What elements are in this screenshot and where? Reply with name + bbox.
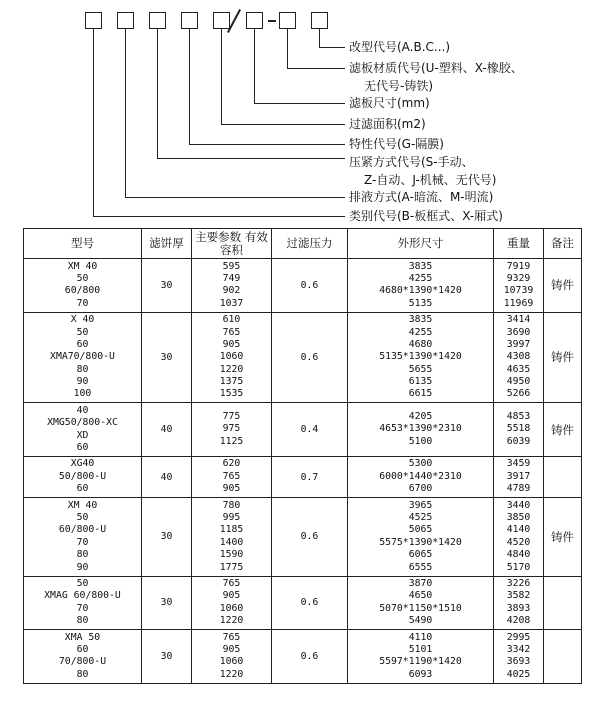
model-cell (24, 576, 142, 630)
size-cell-line: 4110 (408, 631, 433, 643)
note-cell: 铸件 (544, 498, 582, 576)
volume-cell-line: 905 (222, 338, 241, 350)
model-cell-line: 90 (76, 561, 89, 573)
model-cell-line: 50 (76, 512, 89, 524)
label-feature-code: 特性代号(G-隔膜) (349, 137, 444, 151)
model-cell-line: 60/800 (64, 285, 101, 297)
weight-cell-line: 10739 (503, 285, 534, 297)
model-code-diagram (0, 0, 610, 226)
header-pressure: 过滤压力 (272, 229, 348, 259)
size-cell-line: 4255 (408, 326, 433, 338)
table-row (24, 456, 582, 497)
volume-cell-line: 1535 (219, 388, 244, 400)
label-pressing-method: 压紧方式代号(S-手动、 (349, 155, 474, 169)
size-cell (348, 403, 494, 457)
note-cell: 铸件 (544, 259, 582, 313)
model-cell (24, 259, 142, 313)
leader-vertical-7 (125, 29, 126, 198)
weight-cell-line: 4520 (506, 536, 531, 548)
model-cell-line: 80 (76, 615, 89, 627)
model-cell-line: XMG50/800-XC (47, 417, 118, 429)
size-cell-line: 3965 (408, 499, 433, 511)
leader-vertical-8 (93, 29, 94, 217)
pressure-cell: 0.6 (272, 312, 348, 403)
code-box-2 (117, 12, 134, 29)
weight-cell-line: 5266 (506, 388, 531, 400)
weight-cell-line: 4140 (506, 524, 531, 536)
weight-cell-line: 3414 (506, 314, 531, 326)
size-cell-line: 6615 (408, 388, 433, 400)
pressure-cell: 0.6 (272, 498, 348, 576)
code-dash (268, 20, 276, 22)
label-category-code: 类别代号(B-板框式、X-厢式) (349, 209, 503, 223)
thickness-cell: 40 (142, 456, 192, 497)
size-cell (348, 312, 494, 403)
volume-cell-line: 765 (222, 470, 241, 482)
leader-horizontal-7 (125, 197, 345, 198)
size-cell-line: 3835 (408, 314, 433, 326)
size-cell-line: 6065 (408, 549, 433, 561)
pressure-cell: 0.7 (272, 456, 348, 497)
size-cell-line: 4653*1390*2310 (379, 423, 462, 435)
volume-cell-line: 765 (222, 326, 241, 338)
size-cell-line: 5655 (408, 363, 433, 375)
leader-horizontal-6 (157, 158, 345, 159)
volume-cell-line: 1125 (219, 435, 244, 447)
size-cell-line: 5065 (408, 524, 433, 536)
volume-cell (192, 259, 272, 313)
note-cell (544, 630, 582, 684)
size-cell-line: 5135*1390*1420 (379, 351, 462, 363)
weight-cell (494, 498, 544, 576)
volume-cell (192, 312, 272, 403)
volume-cell-line: 975 (222, 423, 241, 435)
code-box-3 (149, 12, 166, 29)
size-cell-line: 6000*1440*2310 (379, 470, 462, 482)
header-volume (192, 229, 272, 259)
volume-cell (192, 630, 272, 684)
volume-cell-line: 765 (222, 578, 241, 590)
weight-cell-line: 11969 (503, 297, 534, 309)
size-cell (348, 259, 494, 313)
pressure-cell: 0.6 (272, 630, 348, 684)
model-cell-line: 60 (76, 644, 89, 656)
code-box-6 (246, 12, 263, 29)
model-cell-line: 60/800-U (58, 524, 107, 536)
leader-vertical-6 (157, 29, 158, 159)
note-cell (544, 456, 582, 497)
size-cell-line: 4680 (408, 338, 433, 350)
note-cell: 铸件 (544, 312, 582, 403)
size-cell (348, 576, 494, 630)
model-cell-line: 80 (76, 668, 89, 680)
thickness-cell: 30 (142, 576, 192, 630)
pressure-cell: 0.6 (272, 576, 348, 630)
weight-cell-line: 6039 (506, 435, 531, 447)
header-dimensions: 外形尺寸 (348, 229, 494, 259)
weight-cell-line: 3582 (506, 590, 531, 602)
leader-vertical-2 (287, 29, 288, 69)
model-cell-line: XMA70/800-U (50, 351, 115, 363)
volume-cell (192, 498, 272, 576)
thickness-cell: 30 (142, 630, 192, 684)
size-cell (348, 456, 494, 497)
model-cell-line: 100 (73, 388, 92, 400)
weight-cell-line: 4025 (506, 668, 531, 680)
size-cell-line: 4650 (408, 590, 433, 602)
model-cell-line: XMA 50 (64, 631, 101, 643)
header-weight: 重量 (494, 229, 544, 259)
leader-horizontal-1 (319, 47, 345, 48)
size-cell-line: 5490 (408, 615, 433, 627)
weight-cell-line: 4950 (506, 376, 531, 388)
table-row (24, 630, 582, 684)
volume-cell-line: 610 (222, 314, 241, 326)
weight-cell (494, 576, 544, 630)
weight-cell-line: 4208 (506, 615, 531, 627)
volume-cell-line: 1060 (219, 602, 244, 614)
model-cell-line: 70 (76, 536, 89, 548)
label-plate-material-cont: 无代号-铸铁) (364, 79, 434, 93)
model-cell (24, 456, 142, 497)
label-plate-size: 滤板尺寸(mm) (349, 96, 430, 110)
code-box-8 (311, 12, 328, 29)
weight-cell-line: 5518 (506, 423, 531, 435)
leader-horizontal-8 (93, 216, 345, 217)
weight-cell (494, 630, 544, 684)
model-cell (24, 630, 142, 684)
label-revision-code: 改型代号(A.B.C...) (349, 40, 451, 54)
size-cell-line: 6093 (408, 668, 433, 680)
leader-vertical-4 (221, 29, 222, 125)
weight-cell-line: 3850 (506, 512, 531, 524)
table-row (24, 576, 582, 630)
size-cell-line: 6135 (408, 376, 433, 388)
model-cell-line: 50 (76, 272, 89, 284)
label-filter-area: 过滤面积(m2) (349, 117, 426, 131)
size-cell-line: 6700 (408, 483, 433, 495)
size-cell-line: 4205 (408, 411, 433, 423)
leader-vertical-1 (319, 29, 320, 48)
model-cell (24, 498, 142, 576)
weight-cell-line: 3693 (506, 656, 531, 668)
leader-horizontal-2 (287, 68, 345, 69)
label-discharge-method: 排液方式(A-暗流、M-明流) (349, 190, 494, 204)
volume-cell-line: 905 (222, 590, 241, 602)
weight-cell-line: 3459 (506, 458, 531, 470)
header-volume-line-1: 主要参数 (195, 229, 242, 244)
weight-cell (494, 403, 544, 457)
weight-cell-line: 2995 (506, 631, 531, 643)
weight-cell-line: 4635 (506, 363, 531, 375)
model-cell-line: XM 40 (67, 499, 98, 511)
model-cell-line: X 40 (70, 314, 95, 326)
model-cell-line: 50 (76, 326, 89, 338)
weight-cell-line: 3893 (506, 602, 531, 614)
volume-cell-line: 1220 (219, 363, 244, 375)
thickness-cell: 30 (142, 498, 192, 576)
volume-cell-line: 1060 (219, 351, 244, 363)
weight-cell-line: 3917 (506, 470, 531, 482)
volume-cell-line: 1037 (219, 297, 244, 309)
weight-cell (494, 456, 544, 497)
volume-cell-line: 902 (222, 285, 241, 297)
model-cell-line: 60 (76, 442, 89, 454)
model-cell-line: 50 (76, 578, 89, 590)
leader-horizontal-4 (221, 124, 345, 125)
weight-cell-line: 4789 (506, 483, 531, 495)
model-cell-line: 50/800-U (58, 470, 107, 482)
volume-cell-line: 749 (222, 272, 241, 284)
size-cell-line: 5575*1390*1420 (379, 536, 462, 548)
table-row (24, 312, 582, 403)
volume-cell-line: 780 (222, 499, 241, 511)
volume-cell-line: 1590 (219, 549, 244, 561)
volume-cell (192, 403, 272, 457)
model-cell-line: 80 (76, 363, 89, 375)
volume-cell-line: 1220 (219, 668, 244, 680)
model-cell-line: 60 (76, 483, 89, 495)
volume-cell-line: 775 (222, 411, 241, 423)
label-plate-material: 滤板材质代号(U-塑料、X-橡胶、 (349, 61, 523, 75)
header-note: 备注 (544, 229, 582, 259)
model-cell-line: 70 (76, 297, 89, 309)
volume-cell (192, 576, 272, 630)
table-row (24, 259, 582, 313)
leader-vertical-3 (254, 29, 255, 104)
thickness-cell: 30 (142, 312, 192, 403)
code-box-4 (181, 12, 198, 29)
weight-cell-line: 4840 (506, 549, 531, 561)
header-model: 型号 (24, 229, 142, 259)
weight-cell (494, 312, 544, 403)
model-cell-line: XM 40 (67, 260, 98, 272)
volume-cell-line: 1220 (219, 615, 244, 627)
volume-cell-line: 1400 (219, 536, 244, 548)
note-cell (544, 576, 582, 630)
model-cell-line: 40 (76, 404, 89, 416)
weight-cell-line: 4853 (506, 411, 531, 423)
pressure-cell: 0.4 (272, 403, 348, 457)
model-cell (24, 403, 142, 457)
model-cell-line: 90 (76, 376, 89, 388)
model-cell-line: XMAG 60/800-U (44, 590, 121, 602)
note-cell: 铸件 (544, 403, 582, 457)
leader-vertical-5 (189, 29, 190, 145)
volume-cell-line: 765 (222, 631, 241, 643)
thickness-cell: 40 (142, 403, 192, 457)
thickness-cell: 30 (142, 259, 192, 313)
table-header-row (24, 229, 582, 259)
size-cell-line: 5070*1150*1510 (379, 602, 462, 614)
volume-cell-line: 1060 (219, 656, 244, 668)
weight-cell-line: 3690 (506, 326, 531, 338)
volume-cell-line: 1185 (219, 524, 244, 536)
weight-cell-line: 3342 (506, 644, 531, 656)
code-box-7 (279, 12, 296, 29)
weight-cell-line: 3997 (506, 338, 531, 350)
weight-cell-line: 3226 (506, 578, 531, 590)
volume-cell-line: 620 (222, 458, 241, 470)
size-cell-line: 4680*1390*1420 (379, 285, 462, 297)
table-row (24, 498, 582, 576)
size-cell-line: 4525 (408, 512, 433, 524)
volume-cell-line: 905 (222, 644, 241, 656)
size-cell-line: 3870 (408, 578, 433, 590)
weight-cell-line: 9329 (506, 272, 531, 284)
volume-cell-line: 595 (222, 260, 241, 272)
size-cell-line: 3835 (408, 260, 433, 272)
code-box-5 (213, 12, 230, 29)
size-cell-line: 5300 (408, 458, 433, 470)
weight-cell (494, 259, 544, 313)
size-cell-line: 6555 (408, 561, 433, 573)
size-cell-line: 5100 (408, 435, 433, 447)
model-cell-line: 80 (76, 549, 89, 561)
leader-horizontal-3 (254, 103, 345, 104)
size-cell-line: 4255 (408, 272, 433, 284)
weight-cell-line: 3440 (506, 499, 531, 511)
volume-cell-line: 905 (222, 483, 241, 495)
table-body (24, 259, 582, 684)
model-cell-line: 70/800-U (58, 656, 107, 668)
model-cell-line: 70 (76, 602, 89, 614)
header-volume-line-2: 有效容积 (220, 229, 268, 257)
size-cell (348, 498, 494, 576)
pressure-cell: 0.6 (272, 259, 348, 313)
label-pressing-method-cont: Z-自动、J-机械、无代号) (364, 173, 497, 187)
weight-cell-line: 7919 (506, 260, 531, 272)
size-cell (348, 630, 494, 684)
header-thickness: 滤饼厚 (142, 229, 192, 259)
model-cell-line: XG40 (70, 458, 95, 470)
volume-cell (192, 456, 272, 497)
size-cell-line: 5101 (408, 644, 433, 656)
volume-cell-line: 1375 (219, 376, 244, 388)
leader-horizontal-5 (189, 144, 345, 145)
volume-cell-line: 995 (222, 512, 241, 524)
table-row (24, 403, 582, 457)
model-cell-line: 60 (76, 338, 89, 350)
specification-table (23, 228, 582, 684)
model-cell (24, 312, 142, 403)
size-cell-line: 5597*1190*1420 (379, 656, 462, 668)
volume-cell-line: 1775 (219, 561, 244, 573)
code-box-1 (85, 12, 102, 29)
model-cell-line: XD (76, 429, 89, 441)
weight-cell-line: 5170 (506, 561, 531, 573)
size-cell-line: 5135 (408, 297, 433, 309)
weight-cell-line: 4308 (506, 351, 531, 363)
